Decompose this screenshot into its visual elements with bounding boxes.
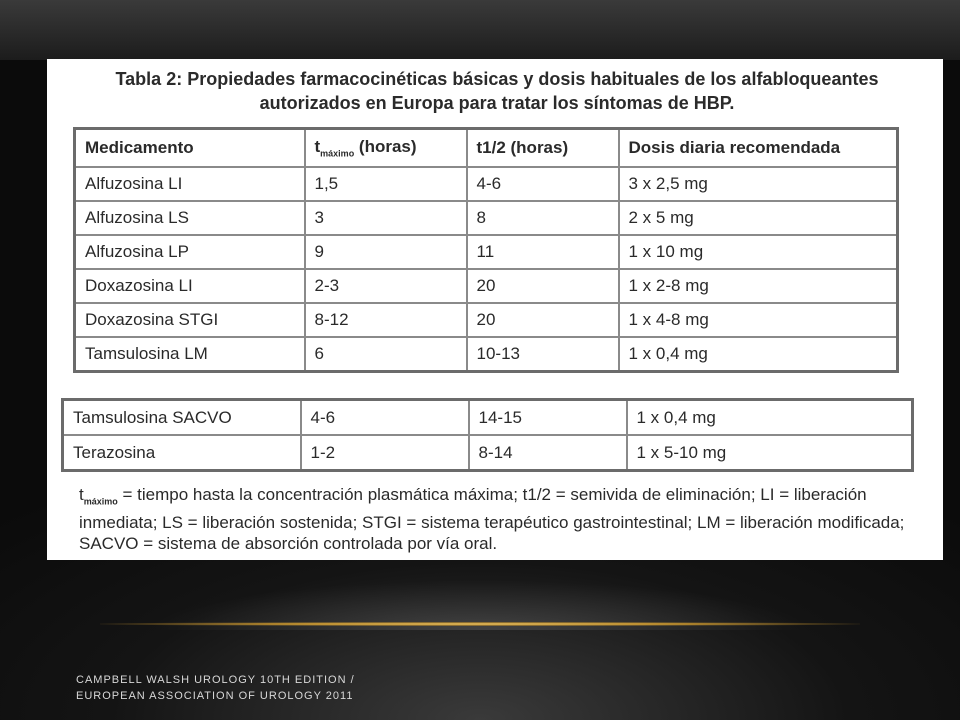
header-tmax-sub: máximo bbox=[320, 148, 355, 159]
cell-dosis: 1 x 0,4 mg bbox=[627, 400, 913, 436]
header-tmax-t: t bbox=[314, 137, 321, 157]
slide-top-band bbox=[0, 0, 960, 60]
table-row bbox=[75, 167, 898, 201]
cell-tmax: 8-12 bbox=[305, 303, 467, 337]
cell-tmax: 3 bbox=[305, 201, 467, 235]
cell-dosis: 1 x 2-8 mg bbox=[619, 269, 898, 303]
cell-medicamento: Alfuzosina LS bbox=[75, 201, 305, 235]
source-line-2: EUROPEAN ASSOCIATION OF UROLOGY 2011 bbox=[76, 690, 354, 702]
source-line-1: CAMPBELL WALSH UROLOGY 10TH EDITION / bbox=[76, 674, 355, 686]
cell-t12: 20 bbox=[467, 269, 619, 303]
table-title bbox=[77, 67, 917, 115]
cell-medicamento: Doxazosina STGI bbox=[75, 303, 305, 337]
table-image bbox=[47, 59, 943, 560]
header-tmax-unit: (horas) bbox=[354, 137, 417, 157]
source-citation bbox=[76, 672, 476, 704]
cell-t12: 10-13 bbox=[467, 337, 619, 372]
main-table bbox=[73, 127, 899, 373]
cell-t12: 14-15 bbox=[469, 400, 627, 436]
cell-medicamento: Tamsulosina LM bbox=[75, 337, 305, 372]
extra-table-row bbox=[63, 400, 913, 436]
table-row bbox=[75, 201, 898, 235]
gold-divider-line bbox=[100, 622, 860, 626]
footnote-text: = tiempo hasta la concentración plasmática máxima; t1/2 = semivida de eliminación; LI = liberación inmediata; LS = liberación sostenida; STGI = sistema terapéutico gastrointestinal; LM = liberación modificada; SACVO = sistema de absorción controlada por vía oral. bbox=[79, 485, 905, 554]
extra-table-row bbox=[63, 435, 913, 471]
cell-dosis: 3 x 2,5 mg bbox=[619, 167, 898, 201]
cell-dosis: 1 x 4-8 mg bbox=[619, 303, 898, 337]
table-title-line-1: Tabla 2: Propiedades farmacocinéticas básicas y dosis habituales de los alfabloqueantes bbox=[115, 69, 879, 89]
footnote-t: t bbox=[79, 485, 84, 504]
table-row bbox=[75, 337, 898, 372]
cell-dosis: 1 x 10 mg bbox=[619, 235, 898, 269]
cell-tmax: 6 bbox=[305, 337, 467, 372]
cell-medicamento: Tamsulosina SACVO bbox=[63, 400, 301, 436]
cell-t12: 11 bbox=[467, 235, 619, 269]
cell-tmax: 2-3 bbox=[305, 269, 467, 303]
extra-table bbox=[61, 398, 914, 472]
header-tmax bbox=[305, 129, 467, 168]
header-t12: t1/2 (horas) bbox=[467, 129, 619, 168]
cell-t12: 4-6 bbox=[467, 167, 619, 201]
footnote bbox=[79, 484, 919, 554]
cell-medicamento: Doxazosina LI bbox=[75, 269, 305, 303]
cell-tmax: 9 bbox=[305, 235, 467, 269]
table-header-row bbox=[75, 129, 898, 168]
footnote-sub: máximo bbox=[83, 496, 118, 507]
cell-dosis: 1 x 0,4 mg bbox=[619, 337, 898, 372]
cell-medicamento: Alfuzosina LI bbox=[75, 167, 305, 201]
table-title-line-2: autorizados en Europa para tratar los síntomas de HBP. bbox=[259, 93, 735, 113]
table-row bbox=[75, 235, 898, 269]
header-medicamento: Medicamento bbox=[75, 129, 305, 168]
cell-dosis: 1 x 5-10 mg bbox=[627, 435, 913, 471]
cell-tmax: 4-6 bbox=[301, 400, 469, 436]
cell-t12: 8 bbox=[467, 201, 619, 235]
cell-tmax: 1,5 bbox=[305, 167, 467, 201]
cell-medicamento: Terazosina bbox=[63, 435, 301, 471]
cell-medicamento: Alfuzosina LP bbox=[75, 235, 305, 269]
cell-t12: 20 bbox=[467, 303, 619, 337]
cell-tmax: 1-2 bbox=[301, 435, 469, 471]
cell-dosis: 2 x 5 mg bbox=[619, 201, 898, 235]
header-dosis: Dosis diaria recomendada bbox=[619, 129, 898, 168]
table-row bbox=[75, 269, 898, 303]
table-row bbox=[75, 303, 898, 337]
cell-t12: 8-14 bbox=[469, 435, 627, 471]
